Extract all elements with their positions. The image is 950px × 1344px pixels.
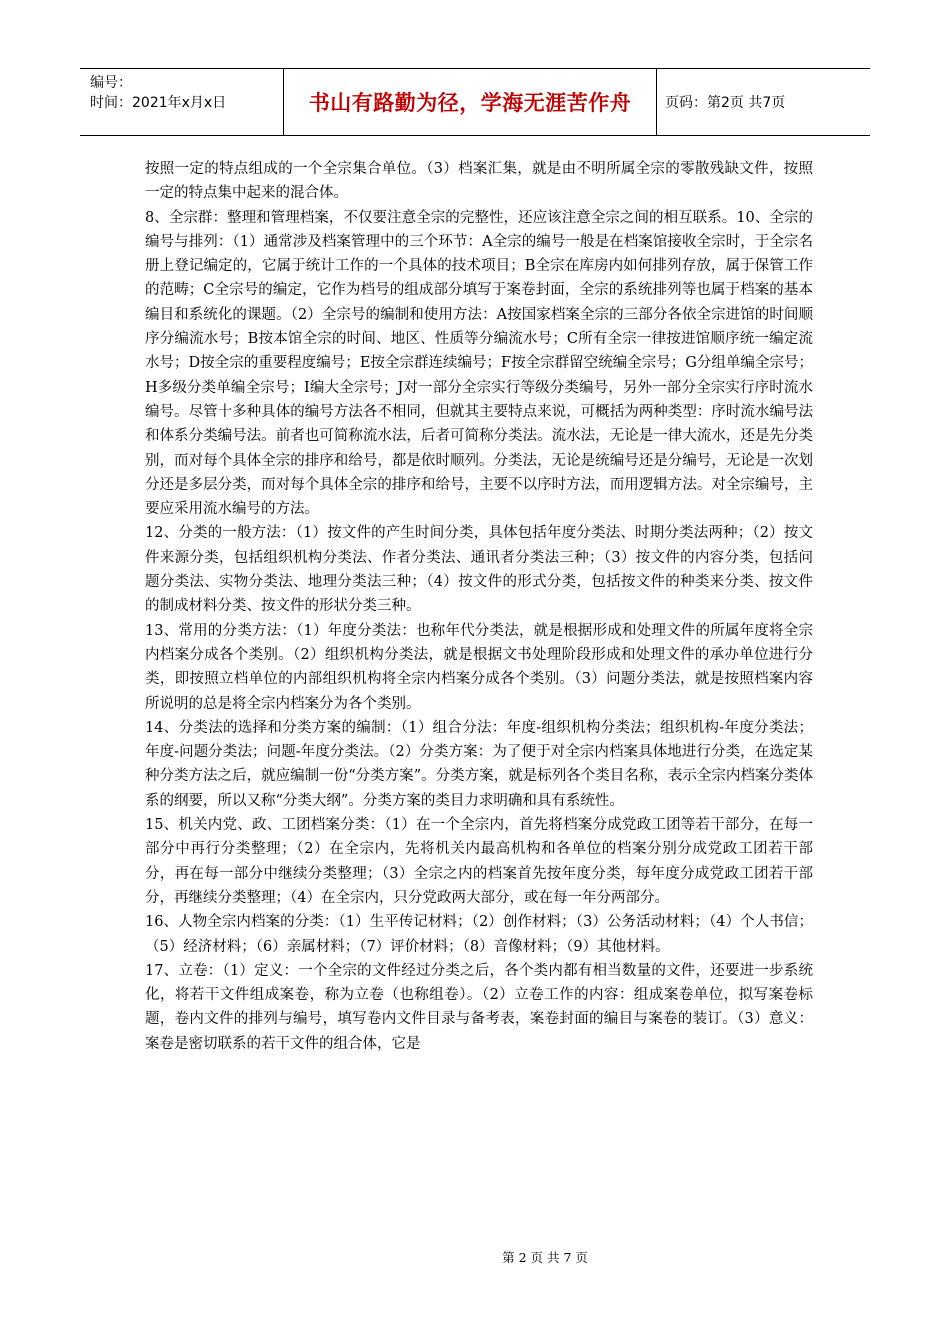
date-label: 时间：2021年x月x日 (90, 95, 227, 111)
paragraph: 12、分类的一般方法：（1）按文件的产生时间分类，具体包括年度分类法、时期分类法两种；（2）按文件来源分类，包括组织机构分类法、作者分类法、通讯者分类法三种；（3）按文件的内容分类，包括问题分类法、实物分类法、地理分类法三种；（4）按文件的形式分类，包括按文件的种类来分类、按文件的制成材料分类、按文件的形状分类三种。 (145, 525, 813, 615)
motto: 书山有路勤为径，学海无涯苦作舟 (308, 91, 632, 115)
number-label: 编号： (90, 75, 132, 91)
paragraph: 13、常用的分类方法：（1）年度分类法：也称年代分类法，就是根据形成和处理文件的所属年度将全宗内档案分成各个类别。（2）组织机构分类法，就是根据文书处理阶段形成和处理文件的承办单位进行分类，即按照立档单位的内部组织机构将全宗内档案分成各个类别。（3）问题分类法，就是按照档案内容所说明的总是将全宗内档案分为各个类别。 (145, 622, 813, 712)
paragraph: 14、分类法的选择和分类方案的编制：（1）组合分法：年度-组织机构分类法；组织机构-年度分类法；年度-问题分类法；问题-年度分类法。（2）分类方案：为了便于对全宗内档案具体地进行分类，在选定某种分类方法之后，就应编制一份“分类方案”。分类方案，就是标列各个类目名称，表示全宗内档案分类体系的纲要，所以又称“分类大纲”。分类方案的类目力求明确和具有系统性。 (145, 719, 813, 809)
header-meta (80, 69, 284, 135)
paragraph: 15、机关内党、政、工团档案分类：（1）在一个全宗内，首先将档案分成党政工团等若干部分，在每一部分中再行分类整理；（2）在全宗内，先将机关内最高机构和各单位的档案分别分成党政工团若干部分，再在每一部分中继续分类整理；（3）全宗之内的档案首先按年度分类，每年度分成党政工团若干部分，再继续分类整理；（4）在全宗内，只分党政两大部分，或在每一年分两部分。 (145, 817, 813, 906)
page-footer: 第 2 页 共 7 页 (502, 1250, 588, 1265)
paragraph: 16、人物全宗内档案的分类：（1）生平传记材料；（2）创作材料；（3）公务活动材料；（4）个人书信；（5）经济材料；（6）亲属材料；（7）评价材料；（8）音像材料；（9）其他材料。 (145, 914, 813, 955)
document-body (145, 157, 813, 1056)
header-page-cell (657, 69, 870, 135)
paragraph: 8、全宗群：整理和管理档案，不仅要注意全宗的完整性，还应该注意全宗之间的相互联系。10、全宗的编号与排列：（1）通常涉及档案管理中的三个环节：A全宗的编号一般是在档案馆接收全宗时，于全宗名册上登记编定的，它属于统计工作的一个具体的技术项目；B全宗在库房内如何排列存放，属于保管工作的范畴；C全宗号的编定，它作为档号的组成部分填写于案卷封面，全宗的系统排列等也属于档案的基本编目和系统化的课题。（2）全宗号的编制和使用方法：A按国家档案全宗的三部分各依全宗进馆的时间顺序分编流水号；B按本馆全宗的时间、地区、性质等分编流水号；C所有全宗一律按进馆顺序统一编定流水号；D按全宗的重要程度编号；E按全宗群连续编号；F按全宗群留空统编全宗号；G分组单编全宗号；H多级分类单编全宗号；I编大全宗号；J对一部分全宗实行等级分类编号，另外一部分全宗实行序时流水编号。尽管十多种具体的编号方法各不相同，但就其主要特点来说，可概括为两种类型：序时流水编号法和体系分类编号法。前者也可简称流水法，后者可简称分类法。流水法，无论是一律大流水，还是先分类别，而对每个具体全宗的排序和给号，都是依时顺列。分类法，无论是统编号还是分编号，无论是一次划分还是多层分类，而对每个具体全宗的排序和给号，主要不以序时方法，而用逻辑方法。对全宗编号，主要应采用流水编号的方法。 (145, 209, 813, 518)
page-label: 页码：第2页 共7页 (665, 95, 786, 111)
paragraph: 17、立卷：（1）定义：一个全宗的文件经过分类之后，各个类内都有相当数量的文件，还要进一步系统化，将若干文件组成案卷，称为立卷（也称组卷）。（2）立卷工作的内容：组成案卷单位，拟写案卷标题，卷内文件的排列与编号，填写卷内文件目录与备考表，案卷封面的编目与案卷的装订。（3）意义：案卷是密切联系的若干文件的组合体，它是 (145, 962, 813, 1052)
header-motto-cell (284, 69, 657, 135)
document-header (80, 68, 870, 136)
paragraph: 按照一定的特点组成的一个全宗集合单位。（3）档案汇集，就是由不明所属全宗的零散残缺文件，按照一定的特点集中起来的混合体。 (145, 161, 813, 202)
